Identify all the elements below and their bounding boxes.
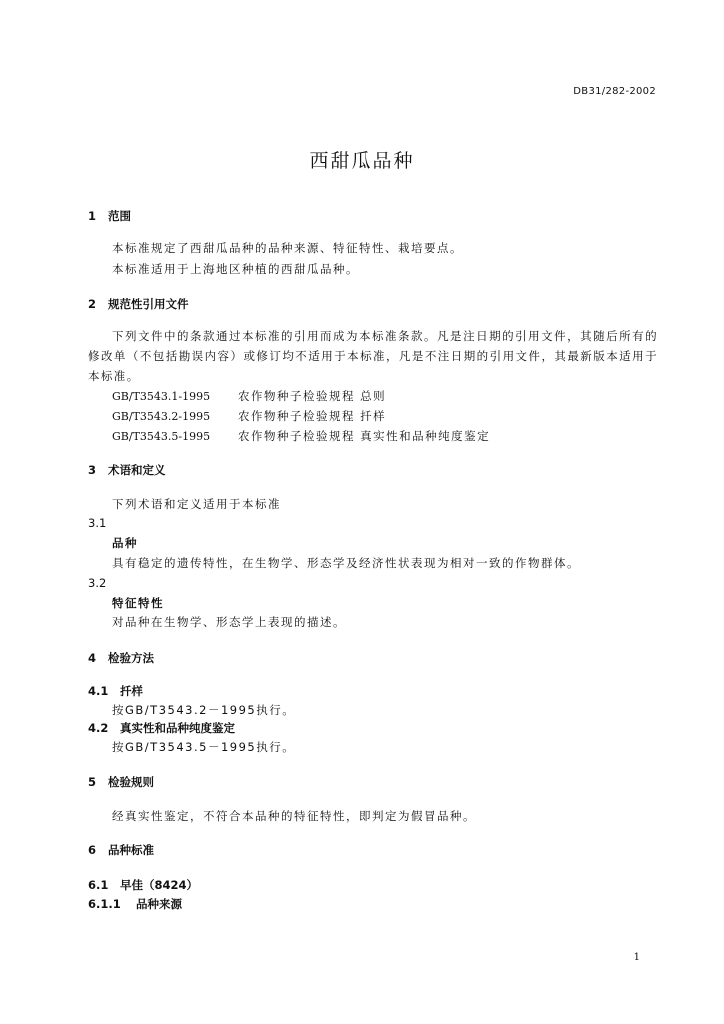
definition-text: 对品种在生物学、形态学上表现的描述。: [112, 615, 346, 629]
subsection-6-1-heading: [88, 877, 198, 893]
section-number: 6: [88, 843, 97, 857]
subsection-4-2-heading: [88, 720, 235, 736]
section-number: 1: [88, 209, 97, 223]
section-title: 检验方法: [108, 651, 154, 665]
subsection-title: 真实性和品种纯度鉴定: [120, 721, 235, 735]
reference-item: [112, 388, 386, 404]
section-number: 4: [88, 651, 97, 665]
subsection-4-2-text: 按GB/T3543.5－1995执行。: [112, 740, 296, 754]
subsection-title: 扦样: [120, 684, 143, 698]
document-code: DB31/282-2002: [573, 86, 656, 97]
section-1-heading: [88, 208, 131, 224]
definition-text: 具有稳定的遗传特性，在生物学、形态学及经济性状表现为相对一致的作物群体。: [112, 556, 580, 570]
page-title: 西甜瓜品种: [309, 150, 415, 172]
subsection-number: 6.1.1: [88, 897, 121, 911]
reference-name: 农作物种子检验规程 总则: [238, 389, 387, 403]
section-4-heading: [88, 650, 154, 666]
definition-term: 品种: [112, 536, 138, 550]
subsection-4-1-text: 按GB/T3543.2－1995执行。: [112, 703, 296, 717]
section-3-heading: [88, 462, 166, 478]
section-number: 3: [88, 463, 97, 477]
section-2-paragraph: 下列文件中的条款通过本标准的引用而成为本标准条款。凡是注日期的引用文件，其随后所有的修改单（不包括勘误内容）或修订均不适用于本标准，凡是不注日期的引用文件，其最新版本适用于本标准。: [88, 329, 658, 383]
section-number: 2: [88, 297, 97, 311]
section-6-heading: [88, 842, 154, 858]
definition-number: 3.1: [88, 516, 107, 530]
reference-code: GB/T3543.5-1995: [112, 430, 211, 443]
section-title: 规范性引用文件: [108, 297, 189, 311]
section-5-text: 经真实性鉴定，不符合本品种的特征特性，即判定为假冒品种。: [112, 809, 476, 823]
reference-name: 农作物种子检验规程 真实性和品种纯度鉴定: [238, 429, 491, 443]
section-title: 术语和定义: [108, 463, 166, 477]
subsection-title: 品种来源: [136, 897, 182, 911]
section-1-paragraph-1: 本标准规定了西甜瓜品种的品种来源、特征特性、栽培要点。: [112, 241, 463, 255]
section-1-paragraph-2: 本标准适用于上海地区种植的西甜瓜品种。: [112, 262, 359, 276]
subsection-number: 6.1: [88, 878, 109, 892]
section-2-heading: [88, 296, 189, 312]
section-3-intro: 下列术语和定义适用于本标准: [112, 497, 281, 511]
reference-code: GB/T3543.2-1995: [112, 410, 211, 423]
section-title: 检验规则: [108, 775, 154, 789]
reference-item: [112, 428, 490, 444]
section-title: 范围: [108, 209, 131, 223]
subsection-number: 4.1: [88, 684, 109, 698]
definition-number: 3.2: [88, 576, 107, 590]
reference-name: 农作物种子检验规程 扦样: [238, 409, 387, 423]
section-number: 5: [88, 775, 97, 789]
definition-term: 特征特性: [112, 596, 164, 610]
reference-item: [112, 408, 386, 424]
reference-code: GB/T3543.1-1995: [112, 390, 211, 403]
subsection-title: 早佳（8424）: [120, 878, 199, 892]
subsection-6-1-1-heading: [88, 896, 182, 912]
section-title: 品种标准: [108, 843, 154, 857]
section-5-heading: [88, 774, 154, 790]
subsection-number: 4.2: [88, 721, 109, 735]
page-number: 1: [633, 952, 640, 963]
subsection-4-1-heading: [88, 683, 143, 699]
